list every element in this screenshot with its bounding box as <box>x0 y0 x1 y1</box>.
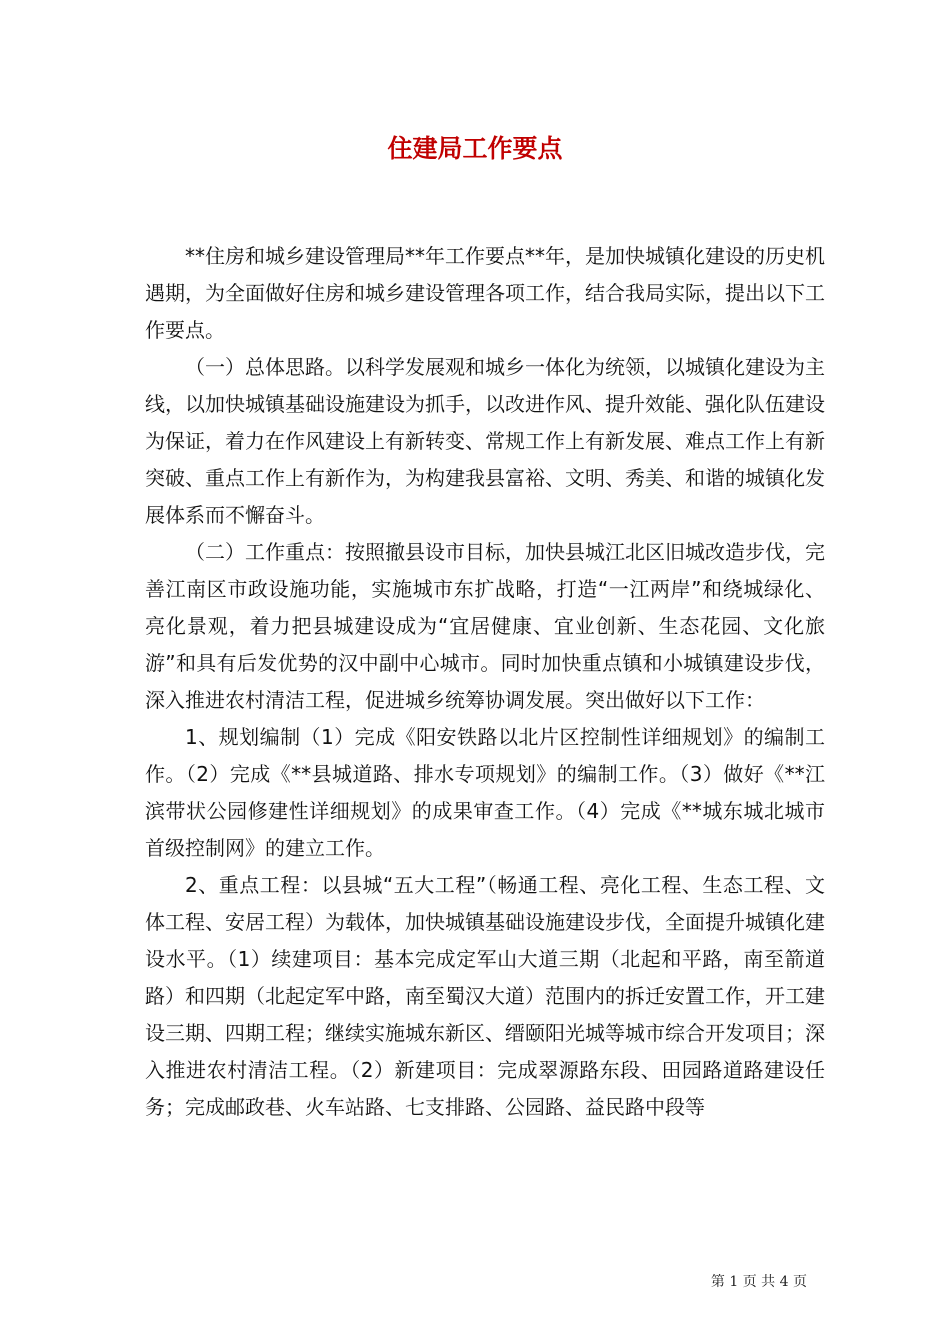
document-body <box>145 238 825 1126</box>
paragraph-intro: **住房和城乡建设管理局**年工作要点**年，是加快城镇化建设的历史机遇期，为全面做好住房和城乡建设管理各项工作，结合我局实际，提出以下工作要点。 <box>145 244 825 342</box>
page-number: 第 1 页 共 4 页 <box>710 1274 807 1290</box>
paragraph-key-projects: 2、重点工程：以县城“五大工程”（畅通工程、亮化工程、生态工程、文体工程、安居工程）为载体，加快城镇基础设施建设步伐，全面提升城镇化建设水平。（1）续建项目：基本完成定军山大道三期（北起和平路，南至箭道路）和四期（北起定军中路，南至蜀汉大道）范围内的拆迁安置工作，开工建设三期、四期工程；继续实施城东新区、缙颐阳光城等城市综合开发项目；深入推进农村清洁工程。（2）新建项目：完成翠源路东段、田园路道路建设任务；完成邮政巷、火车站路、七支排路、公园路、益民路中段等 <box>145 873 825 1119</box>
paragraph-planning: 1、规划编制（1）完成《阳安铁路以北片区控制性详细规划》的编制工作。（2）完成《**县城道路、排水专项规划》的编制工作。（3）做好《**江滨带状公园修建性详细规划》的成果审查工作。（4）完成《**城东城北城市首级控制网》的建立工作。 <box>145 725 825 860</box>
paragraph-work-priorities: （二）工作重点：按照撤县设市目标，加快县城江北区旧城改造步伐，完善江南区市政设施功能，实施城市东扩战略，打造“一江两岸”和绕城绿化、亮化景观，着力把县城建设成为“宜居健康、宜业创新、生态花园、文化旅游”和具有后发优势的汉中副中心城市。同时加快重点镇和小城镇建设步伐，深入推进农村清洁工程，促进城乡统筹协调发展。突出做好以下工作： <box>145 540 825 712</box>
paragraph-general-approach: （一）总体思路。以科学发展观和城乡一体化为统领，以城镇化建设为主线，以加快城镇基础设施建设为抓手，以改进作风、提升效能、强化队伍建设为保证，着力在作风建设上有新转变、常规工作上有新发展、难点工作上有新突破、重点工作上有新作为，为构建我县富裕、文明、秀美、和谐的城镇化发展体系而不懈奋斗。 <box>145 355 825 527</box>
document-title: 住建局工作要点 <box>387 134 563 163</box>
